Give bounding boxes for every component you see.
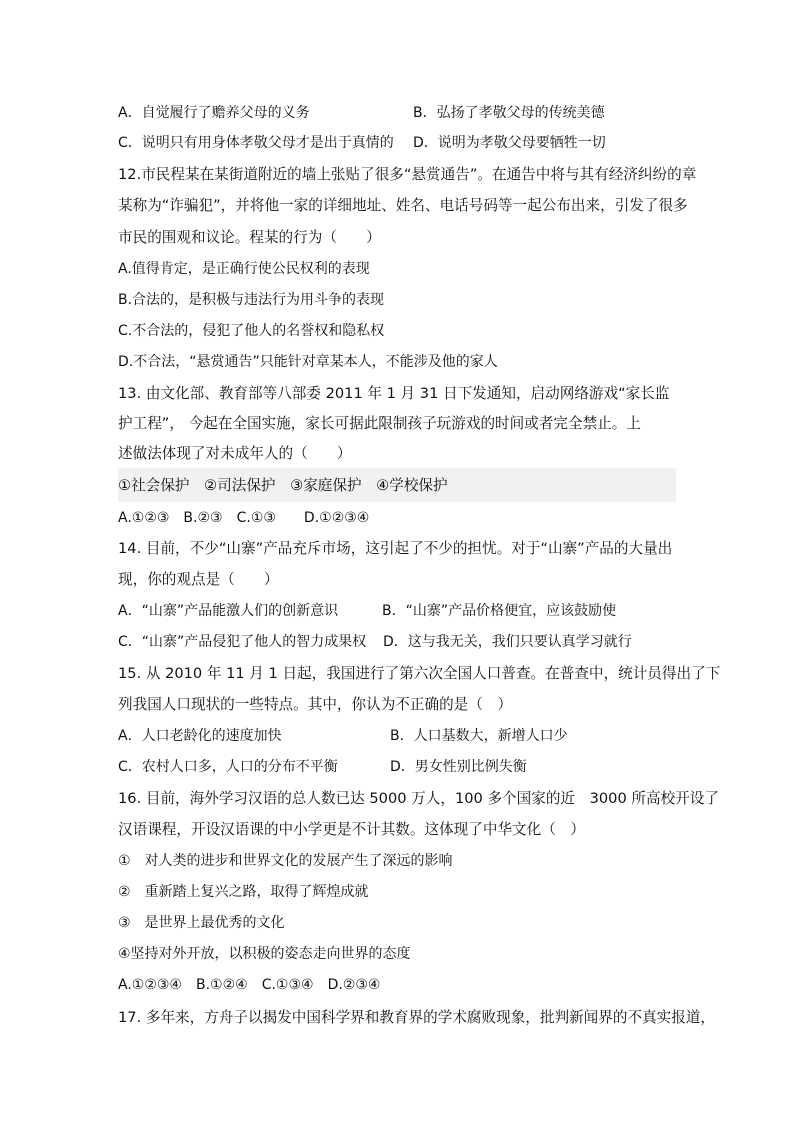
q11-row-cd [118,133,606,153]
q15-stem-line-2: 列我国人口现状的一些特点。其中，你认为不正确的是（ ） [118,696,513,713]
q16-item-3: ③ 是世界上最优秀的文化 [118,915,285,931]
q15-option-a[interactable]: A．人口老龄化的速度加快 [118,728,282,744]
q14-option-b[interactable]: B．“山寨”产品价格便宜，应该鼓励使 [382,603,617,619]
q15-option-b[interactable]: B．人口基数大，新增人口少 [390,728,568,744]
q16-item-2: ② 重新踏上复兴之路，取得了辉煌成就 [118,884,369,900]
q12-option-b[interactable]: B.合法的，是积极与违法行为用斗争的表现 [118,292,385,308]
q14-stem-line-1: 14. 目前，不少“山寨”产品充斥市场，这引起了不少的担忧。对于“山寨”产品的大量出 [118,540,673,557]
q11-option-c[interactable]: C．说明只有用身体孝敬父母才是出于真情的 [118,135,394,151]
q16-options[interactable]: A.①②③④ B.①②④ C.①③④ D.②③④ [118,977,381,993]
q11-row-ab [118,103,605,123]
q12-stem-line-3: 市民的围观和议论。程某的行为（ ） [118,229,381,246]
q13-stem-line-3: 述做法体现了对未成年人的（ ） [118,445,352,462]
q12-option-a[interactable]: A.值得肯定，是正确行使公民权利的表现 [118,261,370,277]
q14-row-cd [118,632,632,652]
q14-stem-line-2: 现，你的观点是（ ） [118,571,279,588]
q17-stem-line-1: 17. 多年来，方舟子以揭发中国科学界和教育界的学术腐败现象，批判新闻界的不真实报道， [118,1009,716,1026]
q13-stem-line-2: 护工程”， 今起在全国实施，家长可据此限制孩子玩游戏的时间或者完全禁止。上 [118,415,641,432]
q15-option-d[interactable]: D．男女性别比例失衡 [390,759,527,775]
q15-row-cd [118,757,527,777]
q12-option-c[interactable]: C.不合法的，侵犯了他人的名誉权和隐私权 [118,323,385,339]
q11-option-b[interactable]: B．弘扬了孝敬父母的传统美德 [413,105,605,121]
q11-option-d[interactable]: D．说明为孝敬父母要牺牲一切 [413,135,606,151]
q13-stem-line-1: 13. 由文化部、教育部等八部委 2011 年 1 月 31 日下发通知，启动网络游戏“家长监 [118,385,670,402]
q15-option-c[interactable]: C．农村人口多，人口的分布不平衡 [118,759,338,775]
q14-option-d[interactable]: D．这与我无关，我们只要认真学习就行 [383,634,632,650]
q15-row-ab [118,726,568,746]
q12-option-d[interactable]: D.不合法，“悬赏通告”只能针对章某本人，不能涉及他的家人 [118,354,498,370]
q14-option-a[interactable]: A．“山寨”产品能激人们的创新意识 [118,603,339,619]
q14-option-c[interactable]: C．“山寨”产品侵犯了他人的智力成果权 [118,634,367,650]
q16-item-1: ① 对人类的进步和世界文化的发展产生了深远的影响 [118,853,453,869]
q11-option-a[interactable]: A．自觉履行了赡养父母的义务 [118,105,310,121]
q16-item-4: ④坚持对外开放，以积极的姿态走向世界的态度 [118,946,411,962]
q13-options[interactable]: A.①②③ B.②③ C.①③ D.①②③④ [118,510,370,526]
q13-items: ①社会保护 ②司法保护 ③家庭保护 ④学校保护 [118,477,448,494]
q16-stem-line-2: 汉语课程，开设汉语课的中小学更是不计其数。这体现了中华文化（ ） [118,821,586,838]
q14-row-ab [118,601,617,621]
q15-stem-line-1: 15. 从 2010 年 11 月 1 日起，我国进行了第六次全国人口普查。在普查中，统计员得出了下 [118,665,721,682]
q12-stem-line-2: 某称为“诈骗犯”，并将他一家的详细地址、姓名、电话号码等一起公布出来，引发了很多 [118,197,688,214]
q16-stem-line-1: 16. 目前，海外学习汉语的总人数已达 5000 万人，100 多个国家的近 3000 所高校开设了 [118,790,719,807]
q12-stem-line-1: 12.市民程某在某街道附近的墙上张贴了很多“悬赏通告”。在通告中将与其有经济纠纷的章 [118,166,697,183]
